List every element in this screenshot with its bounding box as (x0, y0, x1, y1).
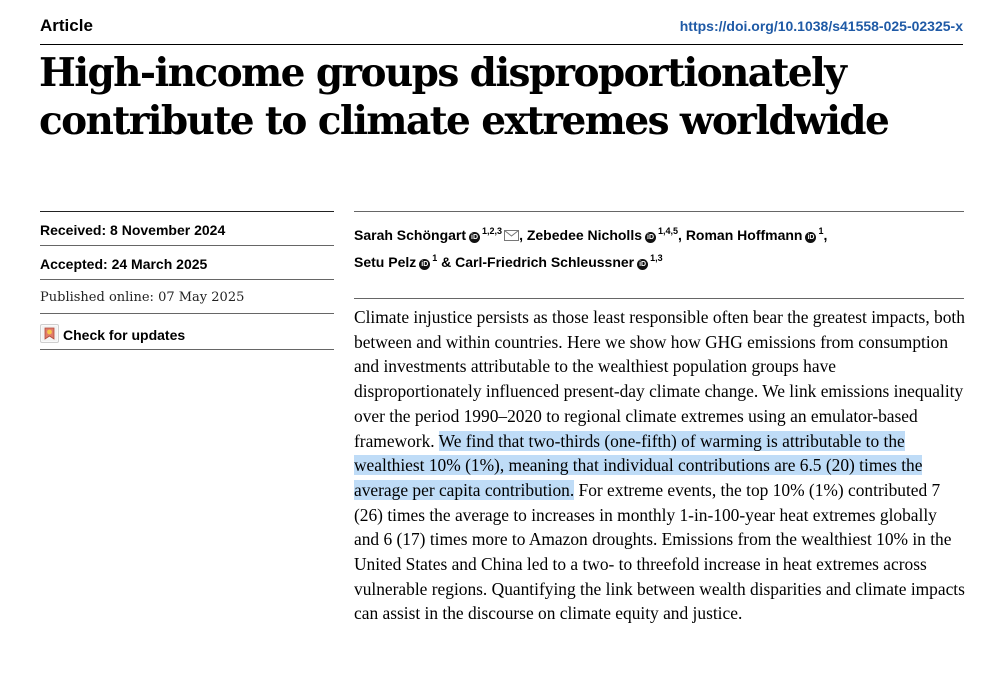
orcid-icon[interactable]: iD (647, 234, 654, 241)
author-name[interactable]: Setu Pelz (354, 254, 417, 270)
accepted-row (40, 245, 334, 279)
abstract-text-end: For extreme events, the top 10% (1%) contributed 7 (26) times the average to increases in monthly 1-in-100-year heat extremes globally and 6 (17) times more to Amazon droughts. Emissions from the wealthiest 10% in the United States and China led to a two- to threefold increase in heat extremes across vulnerable regions. Quantifying the link between wealth disparities and climate impacts can assist in the discourse on climate equity and justice. (354, 479, 965, 624)
published-label: Published online: (40, 290, 154, 305)
orcid-icon[interactable]: iD (421, 261, 429, 268)
author-4[interactable] (354, 254, 437, 270)
check-for-updates-icon (40, 324, 59, 343)
orcid-icon[interactable]: iD (639, 261, 647, 268)
author-name[interactable]: Roman Hoffmann (685, 227, 803, 243)
author-name[interactable]: Zebedee Nicholls (526, 227, 642, 243)
abstract-text-start: Climate injustice persists as those least responsible often bear the greatest impacts, both between and within countries. Here we show how GHG emissions from consumption and investments attributable to the wealthiest population groups have disproportionately influenced present-day climate change. We link emissions inequality over the period 1990–2020 to regional climate extremes using an emulator-based framework. (354, 307, 965, 451)
author-list (354, 211, 964, 274)
author-affiliations: 1,4,5 (658, 226, 679, 236)
author-name[interactable]: Carl-Friedrich Schleussner (455, 254, 635, 270)
abstract-divider (354, 298, 964, 299)
author-affiliations: 1 (818, 226, 824, 236)
author-separator: , (823, 227, 828, 243)
received-row (40, 211, 334, 245)
published-row (40, 279, 334, 313)
author-name[interactable]: Sarah Schöngart (354, 227, 467, 243)
publication-history (40, 211, 334, 350)
received-label: Received: (40, 222, 107, 238)
article-header (40, 14, 963, 45)
published-date: 07 May 2025 (158, 290, 245, 305)
accepted-date: 24 March 2025 (111, 256, 208, 272)
author-affiliations: 1 (432, 253, 438, 263)
email-icon[interactable] (504, 230, 519, 241)
orcid-icon[interactable]: iD (471, 234, 479, 241)
author-affiliations: 1,2,3 (482, 226, 503, 236)
author-5[interactable] (455, 254, 662, 270)
accepted-label: Accepted: (40, 256, 108, 272)
abstract-highlighted-selection[interactable]: We find that two-thirds (one-fifth) of warming is attributable to the wealthiest 10% (1%), meaning that individual contributions are 6.5 (20) times the average per capita contribution. (354, 430, 923, 500)
check-for-updates-button[interactable] (40, 313, 334, 350)
author-3[interactable] (686, 227, 824, 243)
author-2[interactable] (527, 227, 678, 243)
author-1[interactable] (354, 227, 519, 243)
author-separator: & (437, 254, 456, 270)
orcid-icon[interactable]: iD (807, 234, 815, 241)
doi-link[interactable]: https://doi.org/10.1038/s41558-025-02325-x (679, 18, 963, 34)
title-line-2: contribute to climate extremes worldwide (39, 98, 889, 144)
article-type-label: Article (40, 16, 93, 35)
abstract (354, 305, 966, 626)
check-for-updates-label: Check for updates (63, 327, 186, 343)
title-line-1: High-income groups disproportionately (39, 50, 846, 96)
author-affiliations: 1,3 (650, 253, 663, 263)
article-title (39, 49, 969, 145)
author-separator: , (678, 227, 686, 243)
author-separator: , (519, 227, 527, 243)
received-date: 8 November 2024 (110, 222, 226, 238)
